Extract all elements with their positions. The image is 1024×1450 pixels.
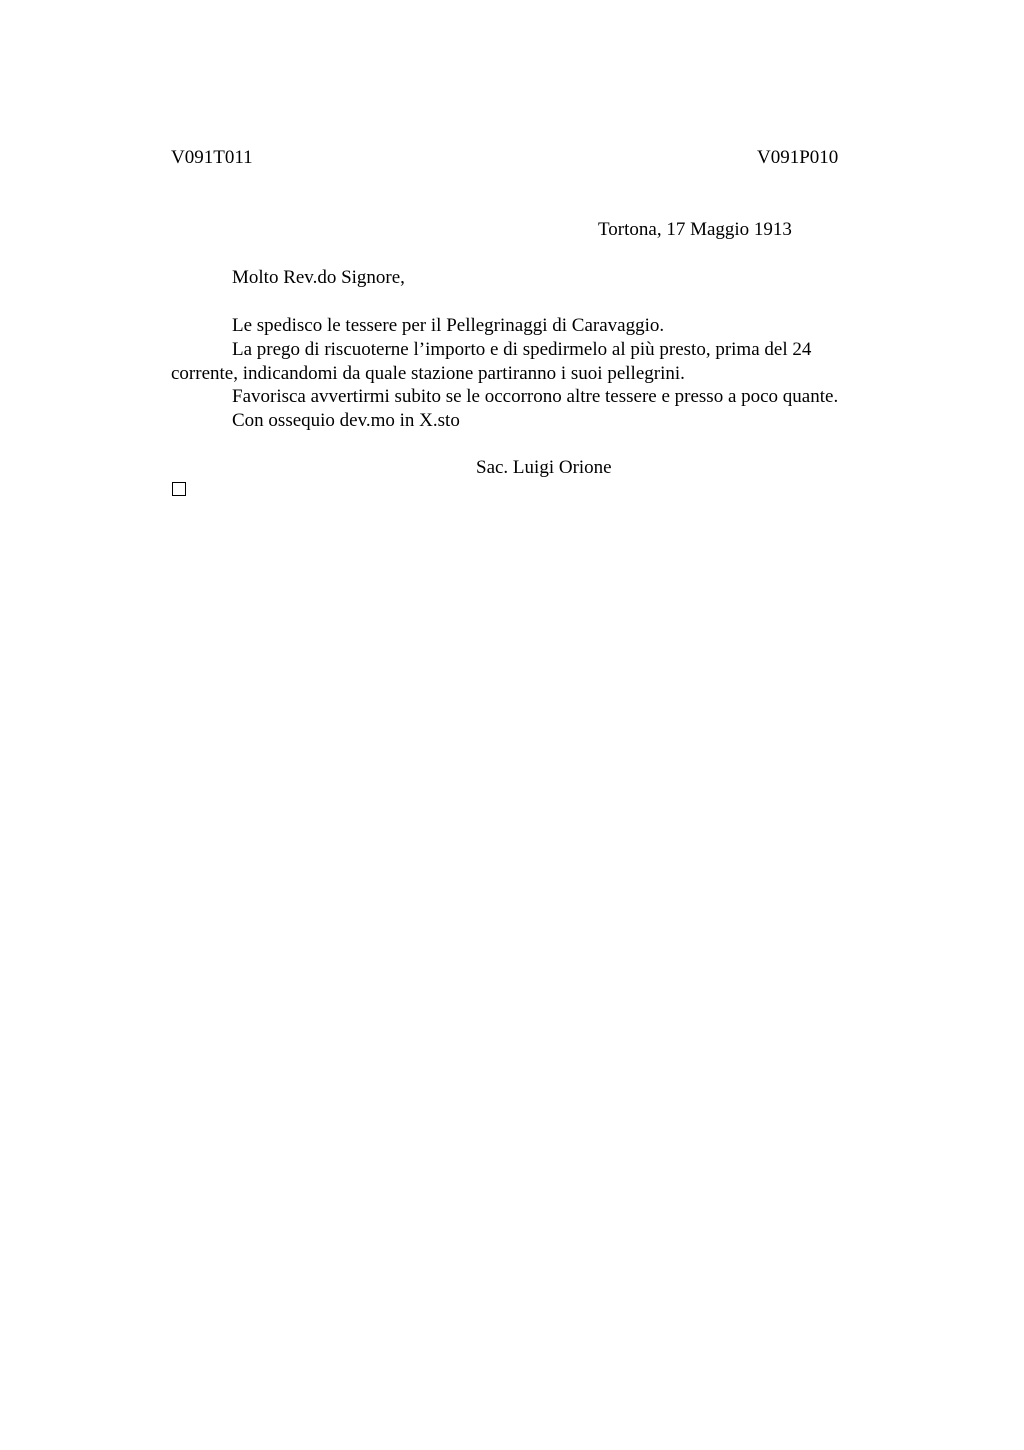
signature: Sac. Luigi Orione <box>476 457 612 478</box>
salutation: Molto Rev.do Signore, <box>232 267 405 288</box>
body-line-2: La prego di riscuoterne l’importo e di spedirmelo al più presto, prima del 24 <box>232 339 812 360</box>
place-date: Tortona, 17 Maggio 1913 <box>598 219 792 240</box>
body-line-5: Con ossequio dev.mo in X.sto <box>232 410 460 431</box>
body-line-4: Favorisca avvertirmi subito se le occorrono altre tessere e presso a poco quante. <box>232 386 839 407</box>
document-code-left: V091T011 <box>171 147 253 168</box>
document-code-right: V091P010 <box>757 147 839 168</box>
square-outline-icon <box>172 482 186 496</box>
body-line-1: Le spedisco le tessere per il Pellegrinaggi di Caravaggio. <box>232 315 665 336</box>
body-line-3: corrente, indicandomi da quale stazione partiranno i suoi pellegrini. <box>171 363 685 384</box>
